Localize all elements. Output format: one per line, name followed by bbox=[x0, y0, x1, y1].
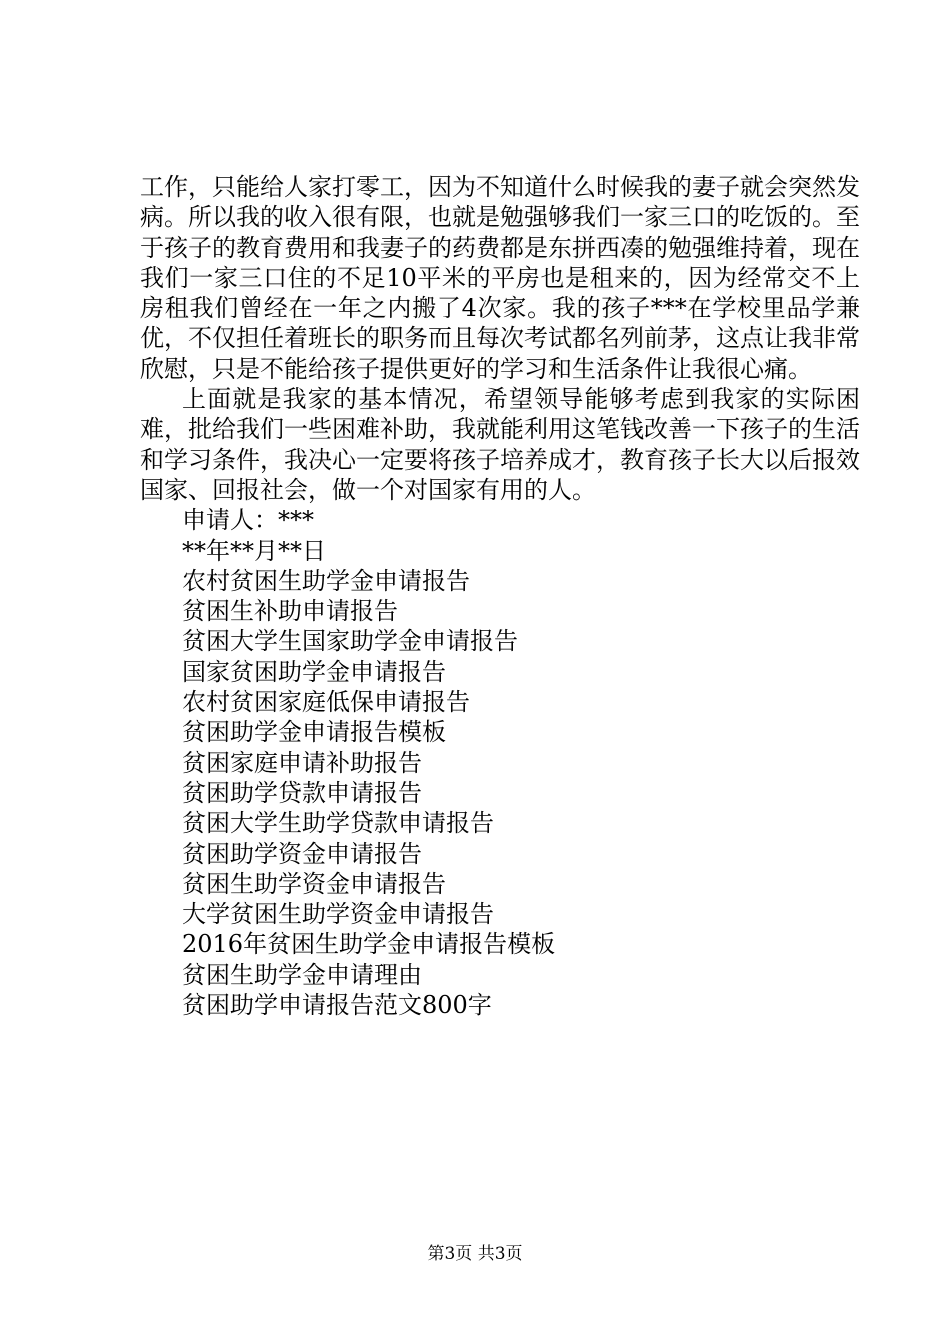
paragraph-1: 工作，只能给人家打零工，因为不知道什么时候我的妻子就会突然发病。所以我的收入很有限，也就是勉强够我们一家三口的吃饭的。至于孩子的教育费用和我妻子的药费都是东拼西凑的勉强维持着，现在我们一家三口住的不足10平米的平房也是租来的，因为经常交不上房租我们曾经在一年之内搬了4次家。我的孩子***在学校里品学兼优，不仅担任着班长的职务而且每次考试都名列前茅，这点让我非常欣慰，只是不能给孩子提供更好的学习和生活条件让我很心痛。 bbox=[140, 173, 860, 383]
date-line: **年**月**日 bbox=[182, 536, 326, 565]
related-title-15: 贫困助学申请报告范文800字 bbox=[182, 991, 492, 1020]
document-body bbox=[140, 172, 860, 1020]
related-title-4: 国家贫困助学金申请报告 bbox=[182, 657, 446, 686]
related-title-11: 贫困生助学资金申请报告 bbox=[182, 869, 446, 898]
paragraph-2: 上面就是我家的基本情况，希望领导能够考虑到我家的实际困难，批给我们一些困难补助，我就能利用这笔钱改善一下孩子的生活和学习条件，我决心一定要将孩子培养成才，教育孩子长大以后报效国家、回报社会，做一个对国家有用的人。 bbox=[140, 385, 860, 504]
related-title-9: 贫困大学生助学贷款申请报告 bbox=[182, 809, 494, 838]
page-footer: 第3页 共3页 bbox=[427, 1244, 523, 1264]
related-title-13: 2016年贫困生助学金申请报告模板 bbox=[182, 930, 556, 959]
related-title-8: 贫困助学贷款申请报告 bbox=[182, 778, 422, 807]
related-title-14: 贫困生助学金申请理由 bbox=[182, 960, 422, 989]
related-title-2: 贫困生补助申请报告 bbox=[182, 597, 398, 626]
related-title-12: 大学贫困生助学资金申请报告 bbox=[182, 900, 494, 929]
related-title-3: 贫困大学生国家助学金申请报告 bbox=[182, 627, 518, 656]
applicant-line: 申请人：*** bbox=[182, 506, 314, 535]
related-title-10: 贫困助学资金申请报告 bbox=[182, 839, 422, 868]
related-title-5: 农村贫困家庭低保申请报告 bbox=[182, 688, 470, 717]
related-title-1: 农村贫困生助学金申请报告 bbox=[182, 566, 470, 595]
related-title-6: 贫困助学金申请报告模板 bbox=[182, 718, 446, 747]
related-title-7: 贫困家庭申请补助报告 bbox=[182, 748, 422, 777]
